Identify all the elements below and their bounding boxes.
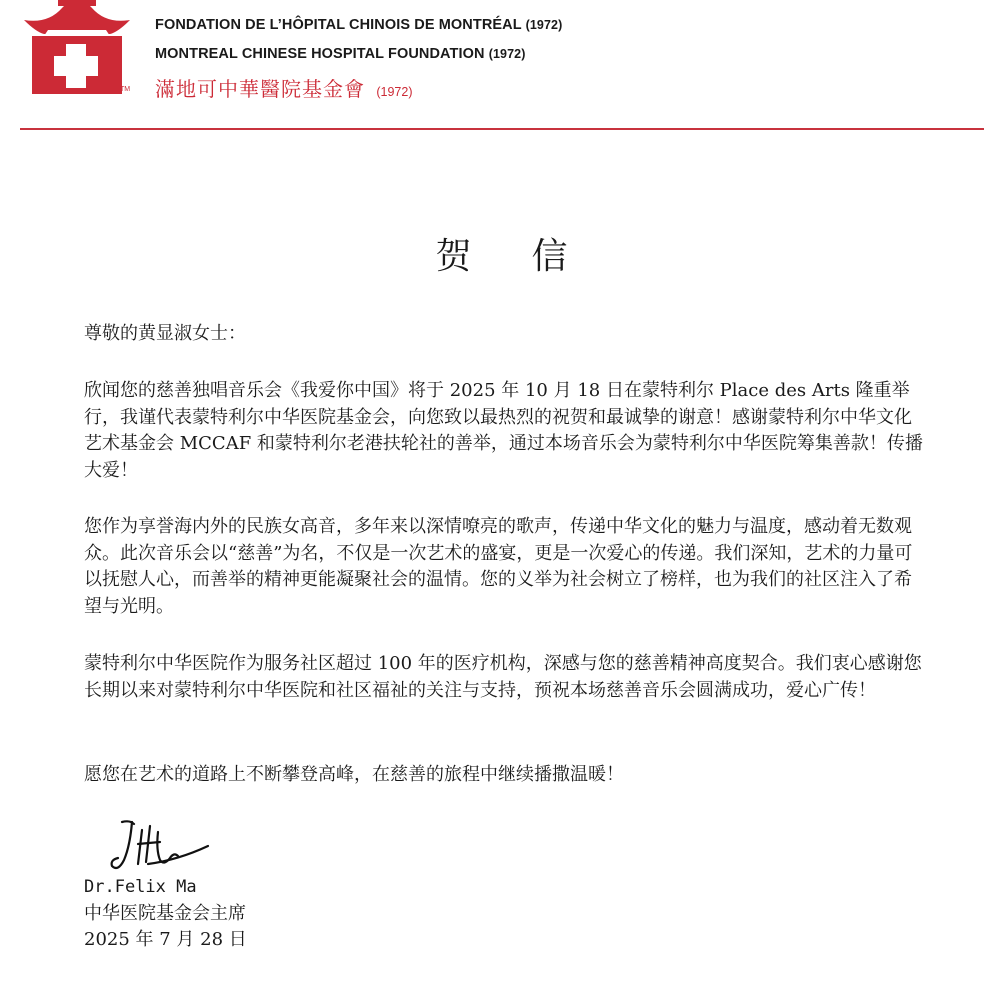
letter-date: 2025 年 7 月 28 日 (84, 929, 247, 950)
letterhead-divider (20, 128, 984, 130)
org-name-chinese (155, 73, 413, 102)
salutation: 尊敬的黄显淑女士： (84, 323, 246, 344)
founding-year: (1972) (488, 47, 526, 61)
founding-year: (1972) (376, 85, 413, 99)
paragraph-1: 欣闻您的慈善独唱音乐会《我爱你中国》将于 2025 年 10 月 18 日在蒙特利尔 Place des Arts 隆重举行，我谨代表蒙特利尔中华医院基金会，向您致以最热烈的祝贺和最诚挚的谢意！感谢蒙特利尔中华文化艺术基金会 MCCAF 和蒙特利尔老港扶轮社的善举，通过本场音乐会为蒙特利尔中华医院筹集善款！传播大爱！ (84, 380, 923, 481)
signature-block (84, 874, 247, 954)
pagoda-red-cross-logo (18, 0, 136, 100)
letter-title: 贺信 (435, 236, 628, 277)
paragraph-3: 蒙特利尔中华医院作为服务社区超过 100 年的医疗机构，深感与您的慈善精神高度契合。我们衷心感谢您长期以来对蒙特利尔中华医院和社区福祉的关注与支持，预祝本场慈善音乐会圆满成功，爱心广传！ (84, 653, 922, 701)
org-name-chinese-text: 滿地可中華醫院基金會 (155, 77, 365, 101)
founding-year: (1972) (525, 18, 563, 32)
handwritten-signature (108, 816, 218, 878)
signer-title: 中华医院基金会主席 (84, 902, 246, 924)
trademark-mark: TM (120, 86, 131, 93)
org-name-english-text: MONTREAL CHINESE HOSPITAL FOUNDATION (155, 46, 485, 62)
paragraph-4: 愿您在艺术的道路上不断攀登高峰，在慈善的旅程中继续播撒温暖！ (84, 764, 624, 785)
org-name-english (155, 46, 525, 62)
letterhead (0, 0, 1003, 130)
org-name-french (155, 17, 562, 33)
signer-name: Dr.Felix Ma (84, 877, 197, 897)
paragraph-2: 您作为享誉海内外的民族女高音，多年来以深情嘹亮的歌声，传递中华文化的魅力与温度，感动着无数观众。此次音乐会以“慈善”为名，不仅是一次艺术的盛宴，更是一次爱心的传递。我们深知，艺术的力量可以抚慰人心，而善举的精神更能凝聚社会的温情。您的义举为社会树立了榜样，也为我们的社区注入了希望与光明。 (84, 516, 913, 617)
org-name-french-text: FONDATION DE L’HÔPITAL CHINOIS DE MONTRÉAL (155, 17, 522, 33)
